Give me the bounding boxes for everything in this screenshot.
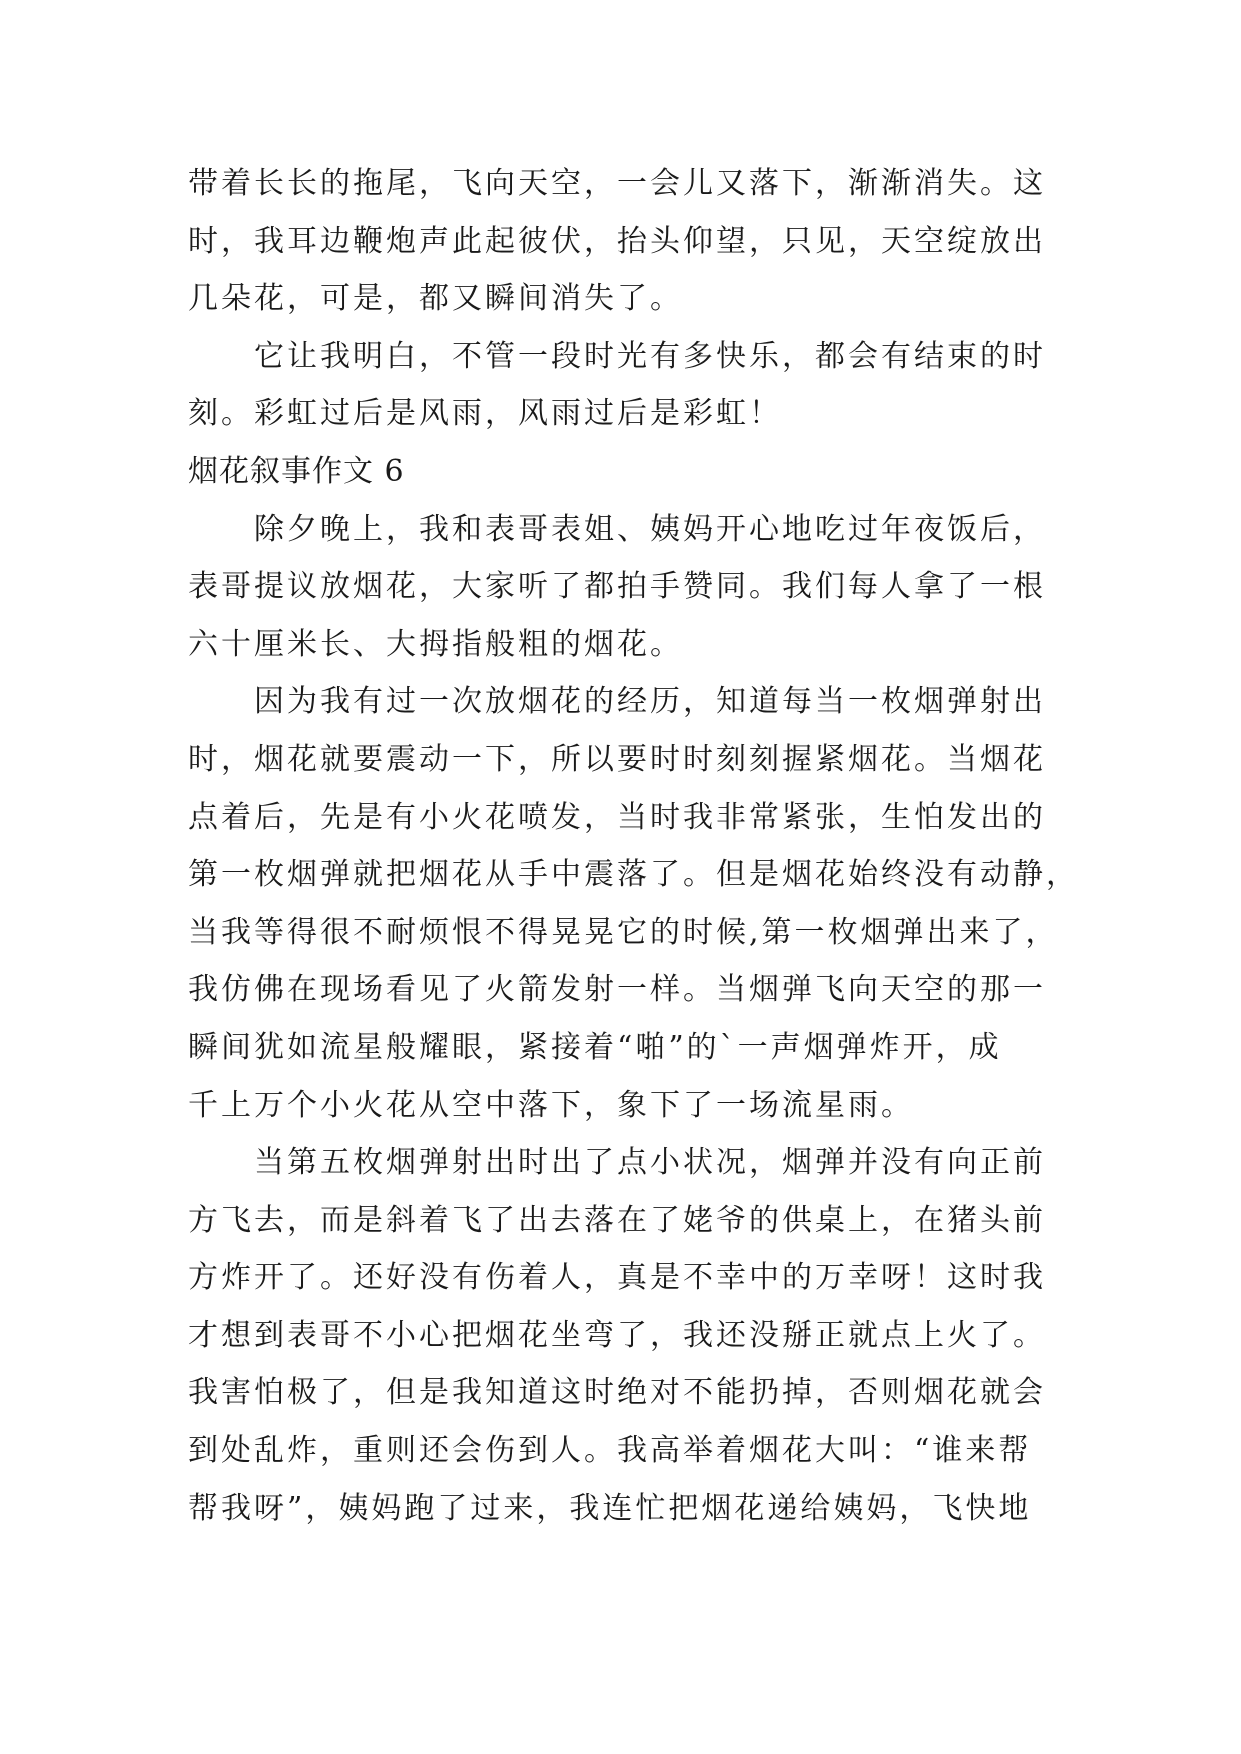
document-body xyxy=(188,155,1079,1537)
text-line: 才想到表哥不小心把烟花坐弯了，我还没掰正就点上火了。 xyxy=(188,1317,1046,1353)
text-line: 第一枚烟弹就把烟花从手中震落了。但是烟花始终没有动静， xyxy=(188,857,1079,893)
text-line: 六十厘米长、大拇指般粗的烟花。 xyxy=(188,626,683,662)
text-line: 带着长长的拖尾，飞向天空，一会儿又落下，渐渐消失。这 xyxy=(188,166,1046,201)
text-line: 方飞去，而是斜着飞了出去落在了姥爷的供桌上，在猪头前 xyxy=(188,1202,1046,1238)
text-line: 到处乱炸，重则还会伤到人。我高举着烟花大叫：“谁来帮 xyxy=(188,1433,1032,1469)
text-line: 方炸开了。还好没有伤着人，真是不幸中的万幸呀！这时我 xyxy=(188,1260,1046,1296)
text-line: 点着后，先是有小火花喷发，当时我非常紧张，生怕发出的 xyxy=(188,799,1046,835)
paragraph-first-line: 因为我有过一次放烟花的经历，知道每当一枚烟弹射出 xyxy=(254,684,1046,720)
section-heading: 烟花叙事作文 6 xyxy=(188,453,405,489)
text-line: 几朵花，可是，都又瞬间消失了。 xyxy=(188,281,683,317)
text-line: 帮我呀”，姨妈跑了过来，我连忙把烟花递给姨妈，飞快地 xyxy=(188,1490,1032,1526)
text-line: 刻。彩虹过后是风雨，风雨过后是彩虹！ xyxy=(188,396,782,432)
text-line: 时，烟花就要震动一下，所以要时时刻刻握紧烟花。当烟花 xyxy=(188,741,1046,777)
text-line: 我害怕极了，但是我知道这时绝对不能扔掉，否则烟花就会 xyxy=(188,1375,1046,1411)
text-line: 千上万个小火花从空中落下，象下了一场流星雨。 xyxy=(188,1087,914,1123)
paragraph-first-line: 它让我明白，不管一段时光有多快乐，都会有结束的时 xyxy=(254,338,1046,374)
paragraph-first-line: 当第五枚烟弹射出时出了点小状况，烟弹并没有向正前 xyxy=(254,1145,1046,1181)
text-line: 时，我耳边鞭炮声此起彼伏，抬头仰望，只见，天空绽放出 xyxy=(188,223,1046,259)
text-line: 表哥提议放烟花，大家听了都拍手赞同。我们每人拿了一根 xyxy=(188,569,1046,605)
text-line: 瞬间犹如流星般耀眼，紧接着“啪”的`一声烟弹炸开，成 xyxy=(188,1029,1002,1065)
paragraph-first-line: 除夕晚上，我和表哥表姐、姨妈开心地吃过年夜饭后， xyxy=(254,511,1046,547)
text-line: 我仿佛在现场看见了火箭发射一样。当烟弹飞向天空的那一 xyxy=(188,972,1046,1008)
text-line: 当我等得很不耐烦恨不得晃晃它的时候,第一枚烟弹出来了， xyxy=(188,914,1059,950)
